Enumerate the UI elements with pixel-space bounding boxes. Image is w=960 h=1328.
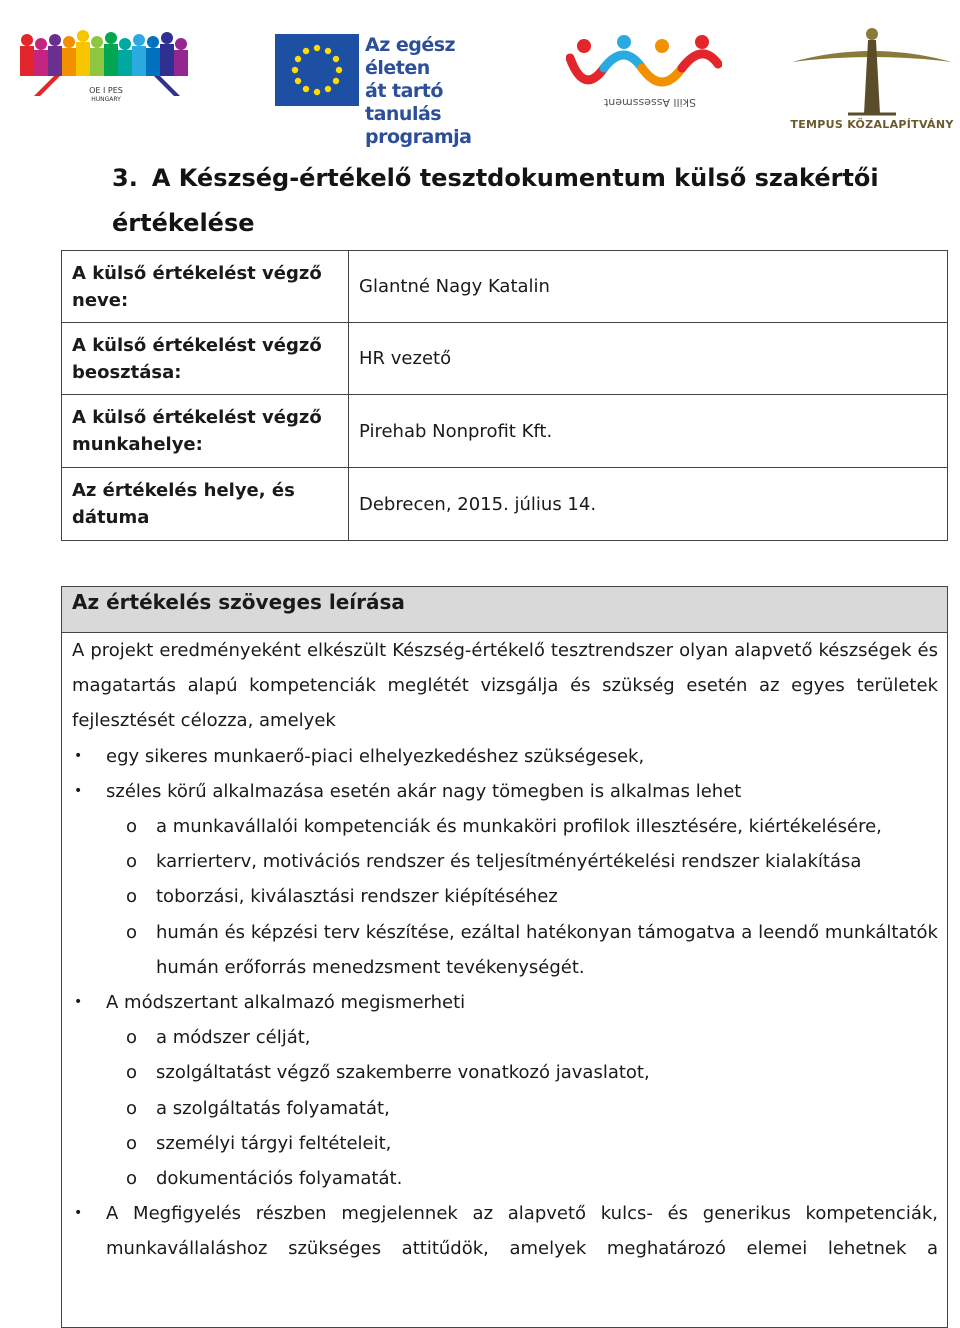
evaluation-place-date-value: Debrecen, 2015. július 14. xyxy=(349,468,948,541)
evaluator-name-value: Glantné Nagy Katalin xyxy=(349,251,948,323)
circle-bullet-icon: o xyxy=(126,886,138,908)
bullet-icon: • xyxy=(74,747,83,764)
sub-list-item-text: a módszer célját, xyxy=(156,1027,311,1049)
table-row xyxy=(62,323,948,395)
circle-bullet-icon: o xyxy=(126,851,138,873)
evaluator-info-table xyxy=(61,250,948,541)
circle-bullet-icon: o xyxy=(126,1097,138,1119)
sub-list-item xyxy=(72,879,938,914)
circle-bullet-icon: o xyxy=(126,921,138,943)
evaluation-description-box xyxy=(61,586,948,1328)
sub-list-item xyxy=(72,1161,938,1196)
section-number: 3. xyxy=(112,164,138,192)
list-item xyxy=(72,985,938,1020)
tempus-text: TEMPUS KÖZALAPÍTVÁNY xyxy=(790,118,954,131)
sub-list-item xyxy=(72,809,938,844)
sub-list-item-text: humán és képzési terv készítése, ezáltal hatékonyan támogatva a leendő munkáltatók humán erőforrás menedzsment tevékenységét. xyxy=(156,921,938,978)
list-item xyxy=(72,774,938,809)
eu-program-text xyxy=(365,34,515,149)
evaluator-workplace-label: A külső értékelést végző munkahelye: xyxy=(62,395,349,468)
sub-list-item-text: a munkavállalói kompetenciák és munkaköri profilok illesztésére, kiértékelésére, xyxy=(156,816,882,838)
eu-flag-icon xyxy=(275,34,359,106)
sub-list-item-text: toborzási, kiválasztási rendszer kiépítéséhez xyxy=(156,886,558,908)
oeipes-logo xyxy=(14,16,196,112)
sub-list-item-text: szolgáltatást végző szakemberre vonatkozó javaslatot, xyxy=(156,1062,650,1084)
sub-list-item xyxy=(72,1055,938,1090)
eu-line-2: át tartó tanulás xyxy=(365,80,443,125)
table-row xyxy=(62,395,948,468)
circle-bullet-icon: o xyxy=(126,1132,138,1154)
eu-line-3: programja xyxy=(365,126,472,148)
oeipes-line-1: OE I PES xyxy=(89,86,123,95)
eu-line-1: Az egész életen xyxy=(365,34,456,79)
table-row xyxy=(62,251,948,323)
skill-assessment-icon xyxy=(566,34,722,98)
sub-list-item xyxy=(72,1091,938,1126)
eu-lifelong-learning-logo xyxy=(275,34,507,148)
skill-assessment-logo xyxy=(566,34,722,114)
tempus-logo xyxy=(788,22,956,132)
logo-header xyxy=(0,0,960,148)
table-row xyxy=(62,468,948,541)
list-item-text: A Megfigyelés részben megjelennek az alapvető kulcs- és generikus kompetenciák, munkavállaláshoz szükséges attitűdök, amelyek meghatározó elemei lehetnek a xyxy=(106,1203,938,1260)
list-item xyxy=(72,739,938,774)
evaluator-position-label: A külső értékelést végző beosztása: xyxy=(62,323,349,395)
description-heading-text: Az értékelés szöveges leírása xyxy=(72,590,405,614)
circle-bullet-icon: o xyxy=(126,1027,138,1049)
bullet-icon: • xyxy=(74,994,83,1011)
sub-list-item-text: karrierterv, motivációs rendszer és teljesítményértékelési rendszer kialakítása xyxy=(156,851,862,873)
evaluator-name-label: A külső értékelést végző neve: xyxy=(62,251,349,323)
circle-bullet-icon: o xyxy=(126,1062,138,1084)
skill-assessment-mirrored-text: Skill Assessment xyxy=(604,96,697,109)
bullet-icon: • xyxy=(74,1205,83,1222)
bullet-icon: • xyxy=(74,782,83,799)
list-item xyxy=(72,1196,938,1266)
sub-list-item xyxy=(72,844,938,879)
section-title-text: A Készség-értékelő tesztdokumentum külső szakértői értékelése xyxy=(112,164,879,237)
list-item-text: egy sikeres munkaerő-piaci elhelyezkedéshez szükségesek, xyxy=(106,745,645,767)
list-item-text: A módszertant alkalmazó megismerheti xyxy=(106,992,466,1014)
description-intro: A projekt eredményeként elkészült Készség-értékelő tesztrendszer olyan alapvető készségek és magatartás alapú kompetenciák meglétét vizsgálja és szükség esetén az egyes területek fejlesztését célozza, amelyek xyxy=(72,640,938,732)
section-title xyxy=(112,156,932,246)
sub-list-item xyxy=(72,1126,938,1161)
sub-list-item-text: a szolgáltatás folyamatát, xyxy=(156,1097,390,1119)
balance-scale-icon xyxy=(788,22,956,118)
description-body xyxy=(62,633,947,1267)
description-heading xyxy=(62,587,947,633)
circle-bullet-icon: o xyxy=(126,816,138,838)
list-item-text: széles körű alkalmazása esetén akár nagy tömegben is alkalmas lehet xyxy=(106,780,742,802)
evaluator-workplace-value: Pirehab Nonprofit Kft. xyxy=(349,395,948,468)
sub-list-item-text: személyi tárgyi feltételeit, xyxy=(156,1132,392,1154)
sub-list-item xyxy=(72,1020,938,1055)
oeipes-line-2: HUNGARY xyxy=(91,96,121,103)
evaluation-place-date-label: Az értékelés helye, és dátuma xyxy=(62,468,349,541)
sub-list-item-text: dokumentációs folyamatát. xyxy=(156,1168,403,1190)
circle-bullet-icon: o xyxy=(126,1168,138,1190)
evaluator-position-value: HR vezető xyxy=(349,323,948,395)
sub-list-item xyxy=(72,915,938,985)
